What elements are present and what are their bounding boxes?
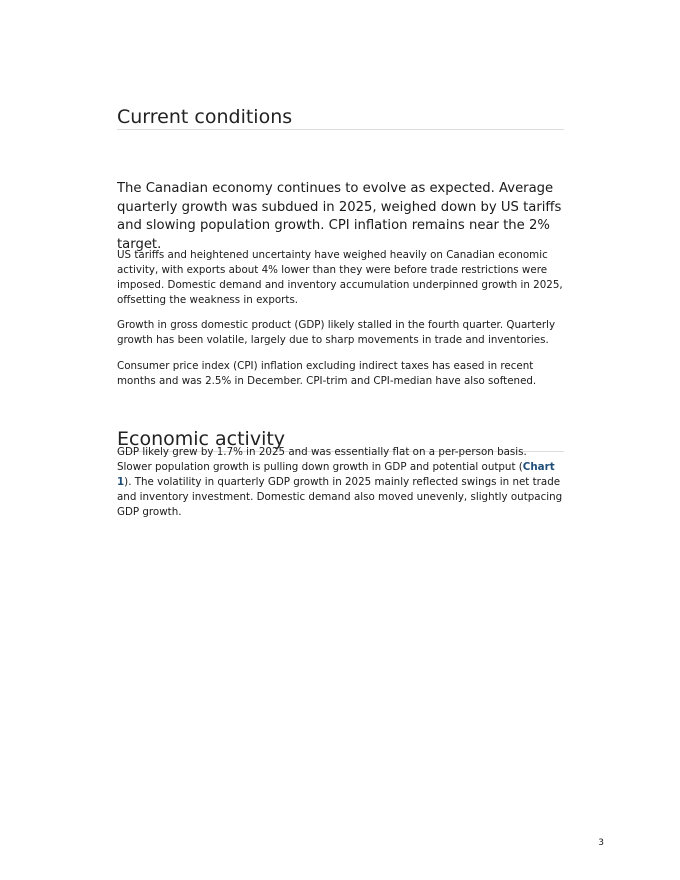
paragraph-cpi-inflation: Consumer price index (CPI) inflation excluding indirect taxes has eased in recent months and was 2.5% in December. CPI-trim and CPI-median have also softened. <box>117 360 537 387</box>
paragraph-text-before-link: GDP likely grew by 1.7% in 2025 and was essentially flat on a per-person basis. Slower population growth is pulling down growth in GDP and potential output ( <box>117 446 527 473</box>
section-title-economic-activity: Economic activity <box>117 428 564 452</box>
paragraph-gdp-growth: Growth in gross domestic product (GDP) likely stalled in the fourth quarter. Quarterly growth has been volatile, largely due to sharp movements in trade and inventories. <box>117 319 556 346</box>
page-number: 3 <box>598 838 604 848</box>
paragraph-tariffs: US tariffs and heightened uncertainty have weighed heavily on Canadian economic activity, with exports about 4% lower than they were before trade restrictions were imposed. Domestic demand and inventory accumulation underpinned growth in 2025, offsetting the weakness in exports. <box>117 249 563 306</box>
chart-1-link[interactable]: Chart 1 <box>117 461 555 488</box>
lead-paragraph: The Canadian economy continues to evolve as expected. Average quarterly growth was subdued in 2025, weighed down by US tariffs and slowing population growth. CPI inflation remains near the 2% target. <box>117 181 562 252</box>
paragraph-economic-activity <box>117 445 564 520</box>
paragraph-text-after-link: ). The volatility in quarterly GDP growth in 2025 mainly reflected swings in net trade and inventory investment. Domestic demand also moved unevenly, slightly outpacing GDP growth. <box>117 476 563 518</box>
section-title-current-conditions: Current conditions <box>117 106 564 130</box>
